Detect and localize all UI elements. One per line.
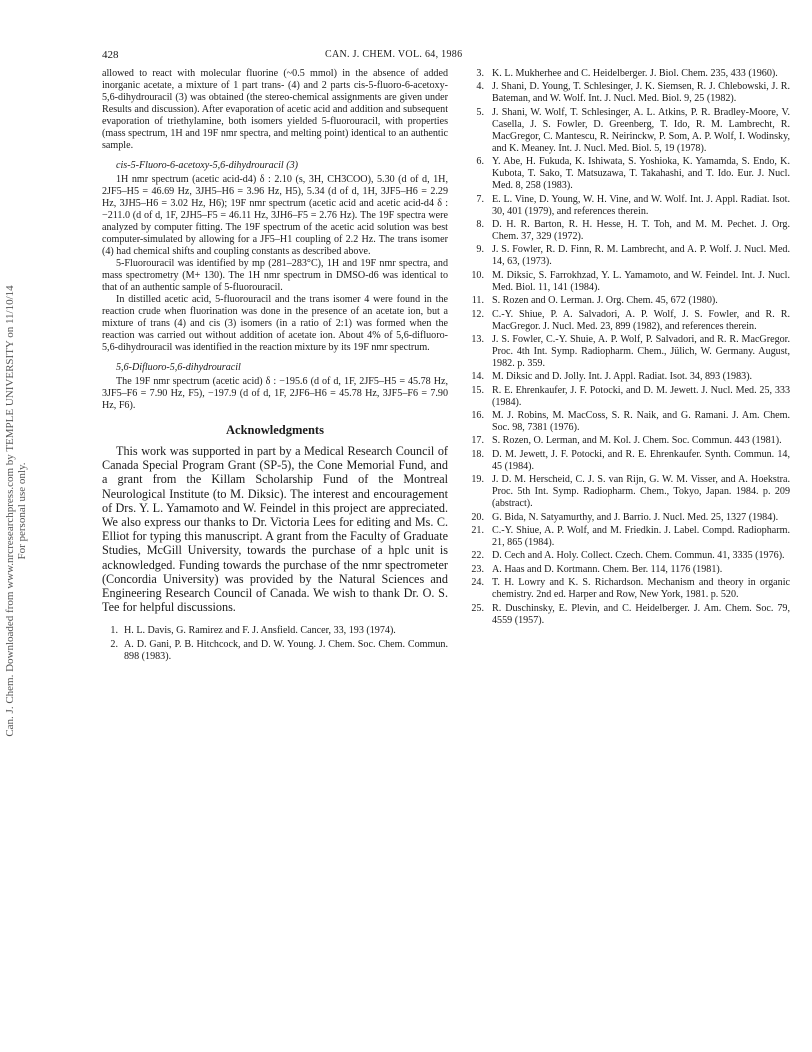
reference-number: 19. bbox=[471, 474, 484, 486]
reference-item bbox=[472, 219, 790, 243]
reference-item bbox=[472, 385, 790, 409]
reference-text: R. Duschinsky, E. Plevin, and C. Heidelberger. J. Am. Chem. Soc. 79, 4559 (1957). bbox=[492, 602, 790, 626]
reference-text: J. Shani, W. Wolf, T. Schlesinger, A. L. Atkins, P. R. Bradley-Moore, V. Casella, J. S. Fowler, D. Greenberg, T. Ido, R. M. Lambrecht, R. MacGregor, C. Mantescu, R. Neirinckw, P. Som, A. P. Wolf, I. Wodinsky, and K. Meaney. Int. J. Nucl. Med. Biol. 5, 19 (1978). bbox=[492, 106, 790, 154]
reference-text: J. S. Fowler, R. D. Finn, R. M. Lambrecht, and A. P. Wolf. J. Nucl. Med. 14, 63, (1973). bbox=[492, 244, 790, 268]
reference-text: J. Shani, D. Young, T. Schlesinger, J. K. Siemsen, R. J. Chlebowski, J. R. Bateman, and W. Wolf. Int. J. Nucl. Med. Biol. 9, 25 (1982). bbox=[492, 81, 790, 105]
difluoro-nmr-paragraph: The 19F nmr spectrum (acetic acid) δ : −195.6 (d of d, 1F, 2JF5–H5 = 45.78 Hz, 3JF5–F6 = 7.90 Hz, F5), −197.9 (d of d, 1F, 2JF6–H6 = 45.78 Hz, 3JF5–F6 = 7.90 Hz, F6). bbox=[102, 376, 448, 411]
reference-item bbox=[472, 156, 790, 192]
watermark-line-1: Can. J. Chem. Downloaded from www.nrcresearchpress.com by TEMPLE UNIVERSITY on 11/10/14 bbox=[4, 285, 16, 737]
reference-number: 5. bbox=[476, 106, 484, 118]
reference-number: 14. bbox=[471, 371, 484, 383]
reference-number: 11. bbox=[471, 295, 484, 307]
reference-number: 22. bbox=[471, 550, 484, 562]
reference-item bbox=[472, 295, 790, 307]
reference-item bbox=[472, 564, 790, 576]
reference-item bbox=[102, 625, 448, 637]
reference-text: D. M. Jewett, J. F. Potocki, and R. E. Ehrenkaufer. Synth. Commun. 14, 45 (1984). bbox=[492, 448, 790, 472]
reference-list-left bbox=[102, 625, 448, 662]
reference-item bbox=[472, 410, 790, 434]
reference-item bbox=[472, 81, 790, 105]
reference-number: 25. bbox=[471, 602, 484, 614]
reference-item bbox=[472, 512, 790, 524]
reference-text: H. L. Davis, G. Ramirez and F. J. Ansfield. Cancer, 33, 193 (1974). bbox=[124, 625, 396, 637]
reference-item bbox=[472, 107, 790, 155]
reference-text: Y. Abe, H. Fukuda, K. Ishiwata, S. Yoshioka, K. Yamamda, S. Endo, K. Kubota, T. Sako, T. Matsuzawa, T. Takahashi, and T. Ido. Eur. J. Nucl. Med. 8, 258 (1983). bbox=[492, 156, 790, 192]
reference-number: 1. bbox=[110, 625, 118, 637]
reference-number: 12. bbox=[471, 308, 484, 320]
watermark-line-2: For personal use only. bbox=[16, 462, 28, 560]
reference-item bbox=[472, 550, 790, 562]
reference-text: R. E. Ehrenkaufer, J. F. Potocki, and D. M. Jewett. J. Nucl. Med. 25, 333 (1984). bbox=[492, 384, 790, 408]
compound-heading-cis: cis-5-Fluoro-6-acetoxy-5,6-dihydrouracil (3) bbox=[116, 160, 299, 171]
reference-number: 3. bbox=[476, 68, 484, 79]
reference-text: T. H. Lowry and K. S. Richardson. Mechanism and theory in organic chemistry. 2nd ed. Harper and Row, New York, 1981. p. 520. bbox=[492, 577, 790, 601]
right-column bbox=[472, 68, 790, 628]
reference-text: J. D. M. Herscheid, C. J. S. van Rijn, G. W. M. Visser, and A. Hoekstra. Proc. 5th Int. Symp. Radiopharm. Chem., Tokyo, Japan. 1984. p. 209 (abstract). bbox=[492, 474, 790, 510]
reference-text: A. D. Gani, P. B. Hitchcock, and D. W. Young. J. Chem. Soc. Chem. Commun. 898 (1983). bbox=[124, 638, 448, 662]
compound-heading-difluoro: 5,6-Difluoro-5,6-dihydrouracil bbox=[116, 362, 241, 373]
reference-item bbox=[472, 68, 790, 80]
reference-number: 16. bbox=[471, 410, 484, 422]
reference-item bbox=[472, 244, 790, 268]
reference-number: 20. bbox=[471, 511, 484, 523]
fluorouracil-paragraph: 5-Fluorouracil was identified by mp (281–283°C), 1H and 19F nmr spectra, and mass spectrometry (M+ 130). The 1H nmr spectrum in DMSO-d6 was identical to that of an authentic sample of 5-fluorouracil. bbox=[102, 258, 448, 293]
reference-text: K. L. Mukherhee and C. Heidelberger. J. Biol. Chem. 235, 433 (1960). bbox=[492, 68, 778, 79]
reference-number: 7. bbox=[476, 193, 484, 205]
reference-text: M. J. Robins, M. MacCoss, S. R. Naik, and G. Ramani. J. Am. Chem. Soc. 98, 7381 (1976). bbox=[492, 410, 790, 434]
reference-number: 9. bbox=[476, 244, 484, 256]
reference-text: J. S. Fowler, C.-Y. Shuie, A. P. Wolf, P. Salvadori, and R. R. MacGregor. Proc. 4th Int. Symp. Radiopharm. Chem., Jülich, W. Germany. August, 1982. p. 359. bbox=[492, 333, 790, 369]
reference-item bbox=[472, 603, 790, 627]
reference-number: 6. bbox=[476, 156, 484, 168]
reference-number: 8. bbox=[476, 218, 484, 230]
reference-item bbox=[472, 194, 790, 218]
reference-number: 23. bbox=[471, 563, 484, 575]
reference-text: S. Rozen, O. Lerman, and M. Kol. J. Chem. Soc. Commun. 443 (1981). bbox=[492, 435, 782, 447]
reference-text: G. Bida, N. Satyamurthy, and J. Barrio. J. Nucl. Med. 25, 1327 (1984). bbox=[492, 511, 779, 523]
reference-text: A. Haas and D. Kortmann. Chem. Ber. 114, 1176 (1981). bbox=[492, 563, 723, 575]
reference-number: 10. bbox=[471, 269, 484, 281]
reference-item bbox=[472, 371, 790, 383]
reference-item bbox=[472, 309, 790, 333]
download-watermark bbox=[4, 151, 28, 871]
reference-number: 2. bbox=[110, 638, 118, 650]
reference-item bbox=[472, 334, 790, 370]
acetic-acid-paragraph: In distilled acetic acid, 5-fluorouracil and the trans isomer 4 were found in the reaction crude when fluorination was done in the presence of an acetate ion, but a mixture of trans (4) and cis (3) isomers (in a ratio of 2:1) was formed when the reaction was carried out without addition of acetate ion. About 4% of 5,6-difluoro-5,6-dihydrouracil was identified in the reaction mixture by its 19F nmr spectrum. bbox=[102, 294, 448, 353]
reference-item bbox=[472, 577, 790, 601]
reference-text: E. L. Vine, D. Young, W. H. Vine, and W. Wolf. Int. J. Appl. Radiat. Isot. 30, 401 (1979), and references therein. bbox=[492, 193, 790, 217]
acknowledgments-body: This work was supported in part by a Medical Research Council of Canada Special Program Grant (SP-5), the Cone Memorial Fund, and a grant from the Killam Scholarship Fund of the Montreal Neurological Institute (to M. Diksic). The interest and encouragement of Drs. Y. L. Yamamoto and W. Feindel in this project are appreciated. We also express our thanks to Dr. Victoria Lees for editing and Ms. C. Elliot for typing this manuscript. A grant from the Faculty of Graduate Studies, McGill University, towards the purchase of a hplc unit is acknowledged. Funding towards the purchase of the nmr spectrometer (Concordia University) was provided by the Natural Sciences and Engineering Research Council of Canada. We wish to thank Dr. O. S. Tee for helpful discussions. bbox=[102, 444, 448, 615]
reference-number: 18. bbox=[471, 448, 484, 460]
reference-text: M. Diksic and D. Jolly. Int. J. Appl. Radiat. Isot. 34, 893 (1983). bbox=[492, 371, 753, 383]
reference-number: 4. bbox=[476, 81, 484, 93]
experimental-paragraph: allowed to react with molecular fluorine (~0.5 mmol) in the absence of added inorganic acetate, a mixture of 1 part trans- (4) and 2 parts cis-5-fluoro-6-acetoxy-5,6-dihydrouracil (3) was obtained (the stereo-chemical assignments are given under Results and discussion). After evaporation of acetic acid and addition and subsequent evaporation of triethylamine, both isomers yielded 5-fluorouracil, with properties (mass spectrum, 1H and 19F nmr spectra, and melting point) identical to an authentic sample. bbox=[102, 68, 448, 151]
reference-item bbox=[472, 525, 790, 549]
reference-number: 15. bbox=[471, 384, 484, 396]
reference-text: C.-Y. Shiue, P. A. Salvadori, A. P. Wolf, J. S. Fowler, and R. R. MacGregor. J. Nucl. Med. 23, 899 (1982), and references therein. bbox=[492, 308, 790, 332]
reference-item bbox=[472, 474, 790, 510]
nmr-data-paragraph: 1H nmr spectrum (acetic acid-d4) δ : 2.10 (s, 3H, CH3COO), 5.30 (d of d, 1H, 2JF5–H5 = 46.69 Hz, 3JH5–H6 = 3.96 Hz, H5), 5.34 (d of d, 1H, 3JF5–H6 = 2.29 Hz, 3JH5–H6 = 3.02 Hz, H6); 19F nmr spectrum (acetic acid and acetic acid-d4 δ : −211.0 (d of d, 1F, 2JH5–F5 = 46.11 Hz, 3JH6–F5 = 2.76 Hz). The 19F spectra were analyzed by computer fitting. The 19F spectrum of the acetic acid solution was best computer-simulated by allowing for a JF5–H1 coupling of 2.2 Hz. The trans isomer (4) had chemical shifts and coupling constants as described above. bbox=[102, 174, 448, 257]
reference-item bbox=[472, 435, 790, 447]
reference-text: D. Cech and A. Holy. Collect. Czech. Chem. Commun. 41, 3335 (1976). bbox=[492, 550, 785, 562]
running-head: CAN. J. CHEM. VOL. 64, 1986 bbox=[325, 49, 463, 60]
reference-number: 13. bbox=[471, 333, 484, 345]
reference-text: S. Rozen and O. Lerman. J. Org. Chem. 45, 672 (1980). bbox=[492, 295, 718, 307]
reference-item bbox=[472, 449, 790, 473]
reference-number: 24. bbox=[471, 577, 484, 589]
reference-text: C.-Y. Shiue, A. P. Wolf, and M. Friedkin. J. Label. Compd. Radiopharm. 21, 865 (1984). bbox=[492, 525, 790, 549]
left-column bbox=[102, 68, 448, 664]
reference-text: M. Diksic, S. Farrokhzad, Y. L. Yamamoto, and W. Feindel. Int. J. Nucl. Med. Biol. 11, 141 (1984). bbox=[492, 269, 790, 293]
reference-item bbox=[102, 639, 448, 663]
page-number: 428 bbox=[102, 49, 119, 61]
reference-item bbox=[472, 270, 790, 294]
reference-number: 21. bbox=[471, 525, 484, 537]
reference-number: 17. bbox=[471, 435, 484, 447]
reference-text: D. H. R. Barton, R. H. Hesse, H. T. Toh, and M. M. Pechet. J. Org. Chem. 37, 329 (1972). bbox=[492, 218, 790, 242]
acknowledgments-heading: Acknowledgments bbox=[226, 423, 324, 437]
